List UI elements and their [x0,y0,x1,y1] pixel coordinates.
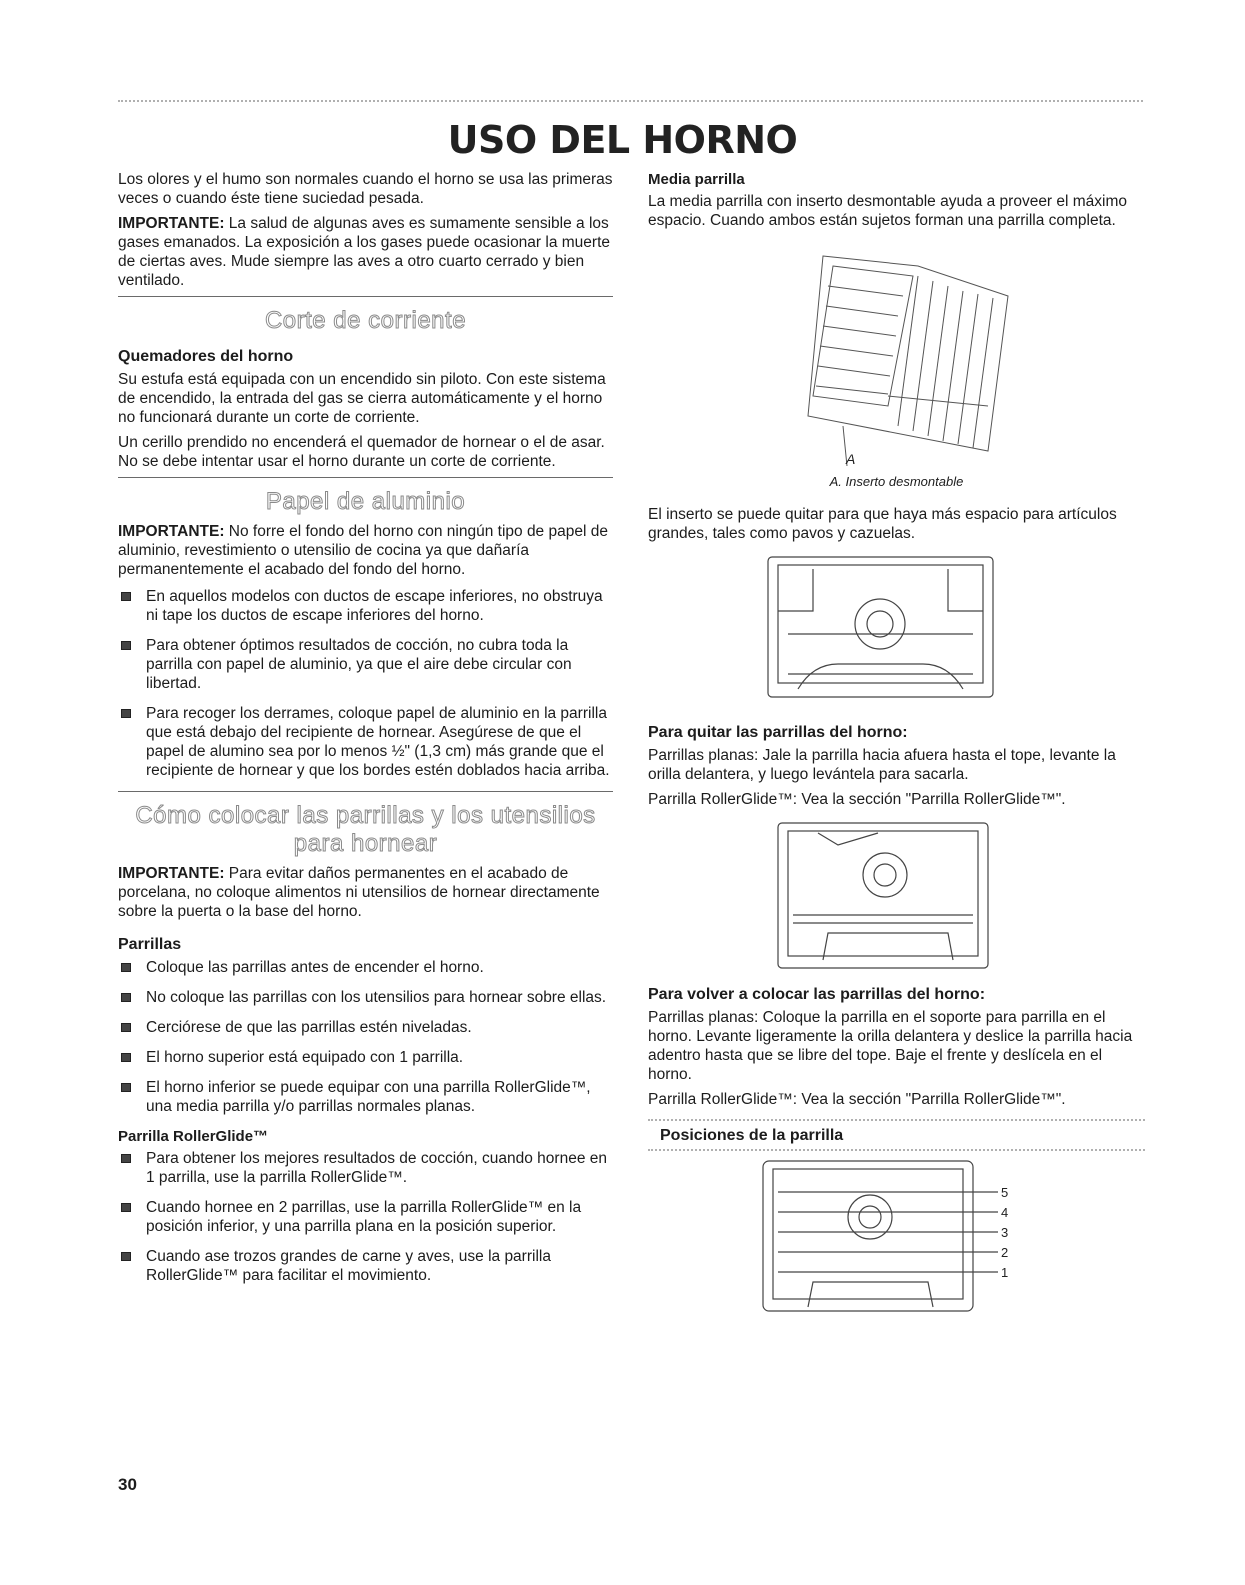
oven-interior-illustration [648,549,1145,709]
rack-position-label: 1 [1001,1265,1009,1280]
section-heading-aluminum-foil: Papel de aluminio [265,488,466,515]
bullet-icon [121,1083,131,1092]
page-title: USO DEL HORNO [447,118,798,162]
important-note-birds [118,214,613,290]
bullet-icon [121,1023,131,1032]
important-label: IMPORTANTE: [118,523,225,540]
bullet-icon [121,963,131,972]
left-column [118,170,613,1296]
rack-positions-heading: Posiciones de la parrilla [660,1127,844,1144]
burners-heading: Quemadores del horno [118,348,294,365]
burners-paragraph-1: Su estufa está equipada con un encendido sin piloto. Con este sistema de encendido, la entrada del gas se cierra automáticamente y el horno no funcionará durante un corte de corriente. [118,371,606,426]
important-label: IMPORTANTE: [118,215,225,232]
half-rack-heading: Media parrilla [648,171,745,188]
foil-bullet-list [118,587,613,780]
list-item: Para recoger los derrames, coloque papel de aluminio en la parrilla que está debajo del recipiente de hornear. Asegúrese de que el papel de alumino sea por lo menos ½" (1,3 cm) más grande que el recipiente de hornear y que los bordes estén doblados hacia arriba. [118,704,613,780]
replace-racks-heading: Para volver a colocar las parrillas del horno: [648,986,986,1003]
bullet-icon [121,1252,131,1261]
important-label: IMPORTANTE: [118,865,225,882]
replace-racks-paragraph-2: Parrilla RollerGlide™: Vea la sección "Parrilla RollerGlide™". [648,1091,1066,1108]
important-note-foil [118,522,613,579]
section-divider [118,791,613,792]
section-heading-racks-line2: para hornear [293,830,438,857]
section-heading-power-outage: Corte de corriente [264,307,467,334]
burners-paragraph-2: Un cerillo prendido no encenderá el quemador de hornear o el de asar. No se debe intentar usar el horno durante un corte de corriente. [118,434,605,470]
section-divider [118,296,613,297]
half-rack-illustration [648,236,1145,466]
remove-racks-heading: Para quitar las parrillas del horno: [648,724,908,741]
bullet-icon [121,641,131,650]
rack-position-label: 4 [1001,1205,1009,1220]
list-item: Cerciórese de que las parrillas estén niveladas. [118,1018,613,1037]
list-item: Coloque las parrillas antes de encender el horno. [118,958,613,977]
rollerglide-bullet-list [118,1149,613,1285]
list-item: No coloque las parrillas con los utensilios para hornear sobre ellas. [118,988,613,1007]
rack-position-label: 2 [1001,1245,1009,1260]
list-item: El horno superior está equipado con 1 parrilla. [118,1048,613,1067]
racks-heading: Parrillas [118,936,182,953]
rack-positions-illustration [648,1157,1145,1317]
important-note-porcelain [118,864,613,921]
right-column [648,170,1145,1323]
bullet-icon [121,1053,131,1062]
rack-position-label: 5 [1001,1185,1009,1200]
intro-paragraph: Los olores y el humo son normales cuando el horno se usa las primeras veces o cuando éste tiene suciedad pesada. [118,171,613,207]
list-item: Cuando ase trozos grandes de carne y aves, use la parrilla RollerGlide™ para facilitar el movimiento. [118,1247,613,1285]
figure-caption: A. Inserto desmontable [829,474,964,489]
top-dotted-rule [118,100,1143,102]
half-rack-paragraph: La media parrilla con inserto desmontable ayuda a proveer el máximo espacio. Cuando ambos están sujetos forman una parrilla completa. [648,193,1128,229]
bullet-icon [121,709,131,718]
important-text: La salud de algunas aves es sumamente sensible a los gases emanados. La exposición a los gases puede ocasionar la muerte de ciertas aves. Mude siempre las aves a otro cuarto cerrado y bien ventilado. [118,215,611,289]
list-item: En aquellos modelos con ductos de escape inferiores, no obstruya ni tape los ductos de escape inferiores del horno. [118,587,613,625]
remove-racks-paragraph-1: Parrillas planas: Jale la parrilla hacia afuera hasta el tope, levante la orilla delantera, y luego levántela para sacarla. [648,747,1116,783]
important-text: No forre el fondo del horno con ningún tipo de papel de aluminio, revestimiento o utensilio de cocina ya que dañaría permanentemente el acabado del fondo del horno. [118,523,608,578]
replace-racks-paragraph-1: Parrillas planas: Coloque la parrilla en el soporte para parrilla en el horno. Levante ligeramente la orilla delantera y deslice la parrilla hacia adentro hasta que se libre del tope. Baje el frente y deslícela en el horno. [648,1009,1133,1083]
list-item: Para obtener óptimos resultados de cocción, no cubra toda la parrilla con papel de aluminio, ya que el aire debe circular con libertad. [118,636,613,693]
rack-position-label: 3 [1001,1225,1009,1240]
list-item: Cuando hornee en 2 parrillas, use la parrilla RollerGlide™ en la posición inferior, y una parrilla plana en la posición superior. [118,1198,613,1236]
rack-positions-heading-box [648,1119,1145,1151]
list-item: El horno inferior se puede equipar con una parrilla RollerGlide™, una media parrilla y/o parrillas normales planas. [118,1078,613,1116]
bullet-icon [121,993,131,1002]
page-number: 30 [118,1475,137,1494]
list-item: Para obtener los mejores resultados de cocción, cuando hornee en 1 parrilla, use la parrilla RollerGlide™. [118,1149,613,1187]
insert-paragraph: El inserto se puede quitar para que haya más espacio para artículos grandes, tales como pavos y cazuelas. [648,506,1117,542]
bullet-icon [121,1154,131,1163]
remove-racks-paragraph-2: Parrilla RollerGlide™: Vea la sección "Parrilla RollerGlide™". [648,791,1066,808]
important-text: Para evitar daños permanentes en el acabado de porcelana, no coloque alimentos ni utensilios de hornear directamente sobre la puerta o la base del horno. [118,865,600,920]
racks-bullet-list [118,958,613,1116]
section-heading-racks-line1: Cómo colocar las parrillas y los utensilios [135,802,596,829]
bullet-icon [121,592,131,601]
rollerglide-rack-illustration [648,815,1145,975]
rollerglide-heading: Parrilla RollerGlide™ [118,1128,269,1145]
bullet-icon [121,1203,131,1212]
section-divider [118,477,613,478]
figure-label-a: A [846,451,856,466]
